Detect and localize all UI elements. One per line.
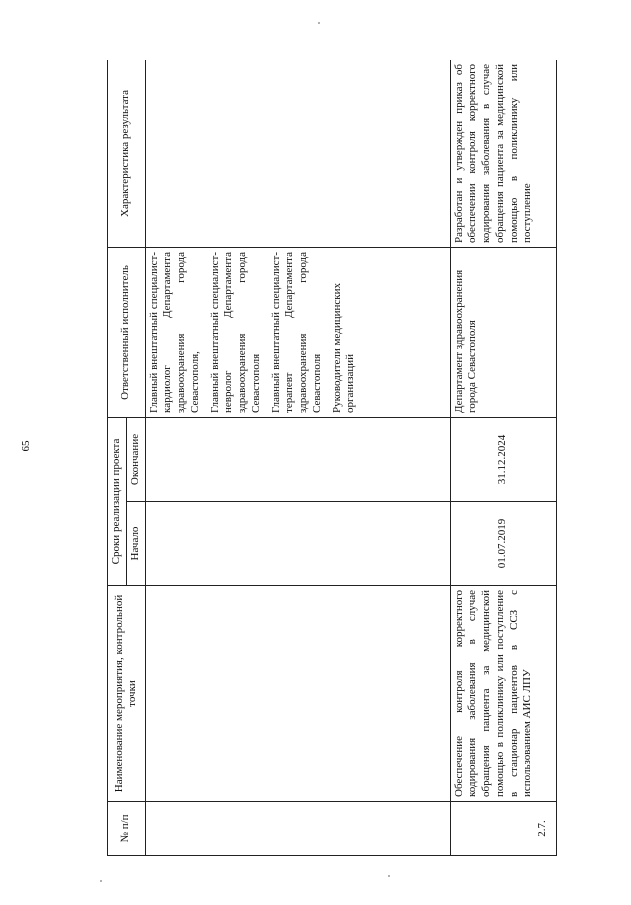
responsible-line: Главный внештатный специалист-терапевт Департамента здравоохранения города Севастополя bbox=[269, 251, 323, 413]
activity-name: Обеспечение контроля корректного кодирования заболевания в случае обращения пациента за медицинской помощью в поликлинику или поступление в стационар пациентов в ССЗ с использованием АИС ЛПУ bbox=[450, 586, 557, 802]
header-name: Наименование мероприятия, контрольной точки bbox=[108, 586, 146, 802]
table-cell bbox=[145, 502, 450, 586]
header-end: Окончание bbox=[126, 417, 145, 501]
header-num: № п/п bbox=[108, 802, 146, 856]
header-row bbox=[108, 60, 127, 856]
table-row-2-7 bbox=[450, 60, 557, 856]
responsible-cell bbox=[145, 247, 450, 417]
header-start: Начало bbox=[126, 502, 145, 586]
responsible-line: Главный внештатный специалист-невролог Департамента здравоохранения города Севастополя bbox=[208, 251, 262, 413]
responsible-executor: Департамент здравоохранения города Севастополя bbox=[450, 247, 557, 417]
responsible-line: Руководители медицинских организаций bbox=[330, 283, 357, 413]
table-cell bbox=[145, 586, 450, 802]
table-cell bbox=[145, 60, 450, 247]
header-period: Сроки реализации проекта bbox=[108, 417, 127, 585]
scan-speck bbox=[388, 875, 390, 877]
table-cell bbox=[145, 802, 450, 856]
implementation-table bbox=[107, 60, 557, 856]
row-number: 2.7. bbox=[450, 802, 557, 856]
table-container bbox=[107, 60, 557, 856]
table-row-continued bbox=[145, 60, 450, 856]
end-date: 31.12.2024 bbox=[450, 417, 557, 501]
header-result: Характеристика результата bbox=[108, 60, 146, 247]
header-responsible: Ответственный исполнитель bbox=[108, 247, 146, 417]
result-description: Разработан и утвержден приказ об обеспечении контроля корректного кодирования заболевания в случае обращения пациента за медицинской помощью в поликлинику или поступление bbox=[450, 60, 557, 247]
start-date: 01.07.2019 bbox=[450, 502, 557, 586]
responsible-line: Главный внештатный специалист-кардиолог Департамента здравоохранения города Севастополя, bbox=[147, 251, 201, 413]
scan-speck bbox=[318, 22, 320, 24]
table-cell bbox=[145, 417, 450, 501]
scan-speck bbox=[100, 880, 102, 882]
page-number: 65 bbox=[20, 440, 32, 452]
